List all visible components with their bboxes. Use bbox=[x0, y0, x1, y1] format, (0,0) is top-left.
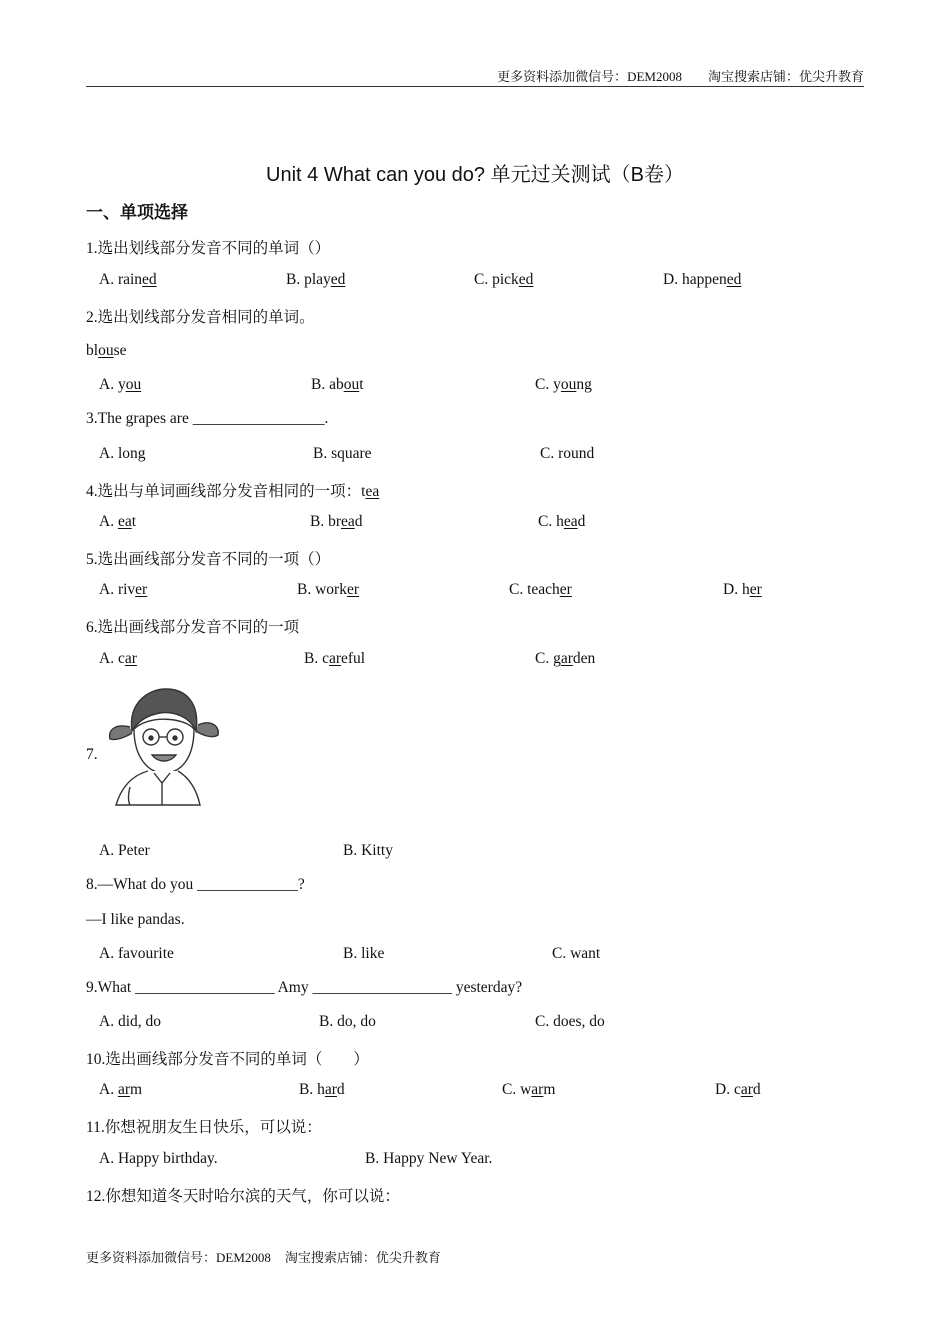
q9-option-b[interactable]: B. do, do bbox=[319, 1013, 376, 1030]
q2-option-a[interactable]: A. you bbox=[99, 376, 142, 393]
q8-reply: —I like pandas. bbox=[86, 911, 185, 928]
q5-option-b[interactable]: B. worker bbox=[297, 581, 359, 598]
question-5: 5.选出画线部分发音不同的一项（） bbox=[86, 551, 331, 568]
q4-option-c[interactable]: C. head bbox=[538, 513, 586, 530]
q11-option-b[interactable]: B. Happy New Year. bbox=[365, 1150, 493, 1167]
page-footer bbox=[86, 1247, 441, 1266]
question-2: 2.选出划线部分发音相同的单词。 bbox=[86, 309, 315, 326]
q10-option-b[interactable]: B. hard bbox=[299, 1081, 345, 1098]
q5-option-d[interactable]: D. her bbox=[723, 581, 762, 598]
q10-option-d[interactable]: D. card bbox=[715, 1081, 761, 1098]
question-3: 3.The grapes are _________________. bbox=[86, 410, 329, 427]
q6-option-b[interactable]: B. careful bbox=[304, 650, 366, 667]
q1-option-a[interactable]: A. rained bbox=[99, 271, 157, 288]
q11-option-a[interactable]: A. Happy birthday. bbox=[99, 1150, 218, 1167]
question-12: 12.你想知道冬天时哈尔滨的天气，你可以说： bbox=[86, 1188, 400, 1205]
footer-shop: 淘宝搜索店铺：优尖升教育 bbox=[284, 1250, 441, 1265]
question-9: 9.What __________________ Amy __________________ yesterday? bbox=[86, 979, 523, 996]
q1-option-d[interactable]: D. happened bbox=[663, 271, 742, 288]
q4-option-a[interactable]: A. eat bbox=[99, 513, 137, 530]
q8-option-a[interactable]: A. favourite bbox=[99, 945, 174, 962]
q7-option-b[interactable]: B. Kitty bbox=[343, 842, 393, 859]
q8-option-b[interactable]: B. like bbox=[343, 945, 385, 962]
q1-option-b[interactable]: B. played bbox=[286, 271, 346, 288]
question-6: 6.选出画线部分发音不同的一项 bbox=[86, 619, 300, 636]
question-11: 11.你想祝朋友生日快乐，可以说： bbox=[86, 1119, 322, 1136]
q1-option-c[interactable]: C. picked bbox=[474, 271, 534, 288]
q9-option-a[interactable]: A. did, do bbox=[99, 1013, 161, 1030]
page-title: Unit 4 What can you do? 单元过关测试（B卷） bbox=[266, 164, 684, 186]
q10-option-c[interactable]: C. warm bbox=[502, 1081, 556, 1098]
q10-option-a[interactable]: A. arm bbox=[99, 1081, 143, 1098]
question-1: 1.选出划线部分发音不同的单词（） bbox=[86, 240, 331, 257]
header-wechat: 更多资料添加微信号：DEM2008 bbox=[497, 69, 682, 84]
q3-option-c[interactable]: C. round bbox=[540, 445, 595, 462]
q9-option-c[interactable]: C. does, do bbox=[535, 1013, 605, 1030]
q5-option-c[interactable]: C. teacher bbox=[509, 581, 572, 598]
q4-option-b[interactable]: B. bread bbox=[310, 513, 363, 530]
question-10: 10.选出画线部分发音不同的单词（ ） bbox=[86, 1051, 369, 1068]
girl-illustration bbox=[104, 683, 224, 807]
q6-option-c[interactable]: C. garden bbox=[535, 650, 596, 667]
section-heading: 一、单项选择 bbox=[86, 203, 188, 223]
q3-option-a[interactable]: A. long bbox=[99, 445, 146, 462]
question-4: 4.选出与单词画线部分发音相同的一项：tea bbox=[86, 483, 380, 500]
page-header bbox=[86, 66, 864, 87]
q7-option-a[interactable]: A. Peter bbox=[99, 842, 150, 859]
q3-option-b[interactable]: B. square bbox=[313, 445, 372, 462]
q8-option-c[interactable]: C. want bbox=[552, 945, 601, 962]
q5-option-a[interactable]: A. river bbox=[99, 581, 148, 598]
question-8: 8.—What do you _____________? bbox=[86, 876, 305, 893]
header-shop: 淘宝搜索店铺：优尖升教育 bbox=[707, 69, 864, 84]
q2-option-c[interactable]: C. young bbox=[535, 376, 592, 393]
q2-option-b[interactable]: B. about bbox=[311, 376, 364, 393]
question-7: 7. bbox=[86, 746, 98, 763]
footer-wechat: 更多资料添加微信号：DEM2008 bbox=[86, 1250, 271, 1265]
q6-option-a[interactable]: A. car bbox=[99, 650, 137, 667]
q2-word: blouse bbox=[86, 342, 127, 359]
